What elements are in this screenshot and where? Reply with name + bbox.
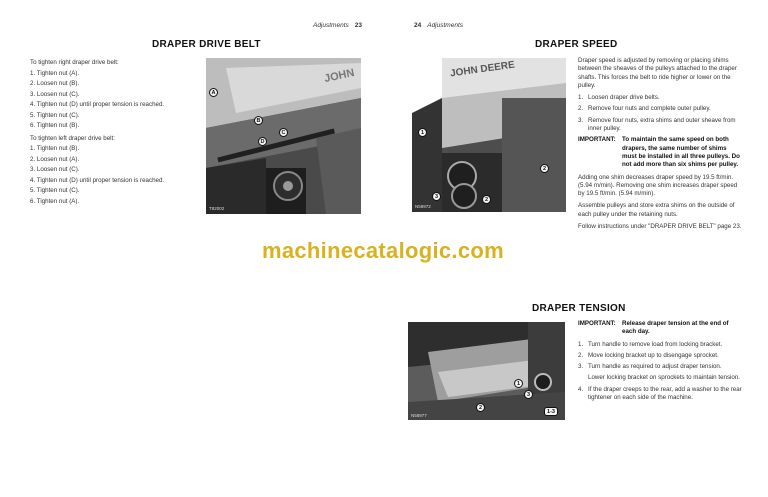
- page-number: 23: [354, 22, 362, 29]
- callout-c: C: [279, 128, 288, 137]
- step: 2. Loosen nut (B).: [30, 80, 80, 87]
- list-item: 3. Turn handle as required to adjust draper tension.: [578, 363, 722, 371]
- page-number: 24: [414, 22, 422, 29]
- callout-1-3: 1-3: [544, 407, 558, 416]
- section-title-draper-drive-belt: DRAPER DRIVE BELT: [152, 39, 261, 50]
- callout-a: A: [209, 88, 218, 97]
- step: 4. Tighten nut (D) until proper tension is reached.: [30, 176, 165, 184]
- section-title-draper-speed: DRAPER SPEED: [535, 39, 618, 50]
- left-belt-intro: To tighten left draper drive belt:: [30, 134, 115, 142]
- list-item: 3. Remove four nuts, extra shims and outer sheave from inner pulley.: [578, 116, 736, 133]
- list-item: 2. Remove four nuts and complete outer pulley.: [578, 105, 711, 113]
- step: 3. Loosen nut (C).: [30, 90, 80, 98]
- draper-tension-text: [578, 320, 742, 405]
- important-note: IMPORTANT: To maintain the same speed on both drapers, the same number of shims must be installed in all three pulleys. Do not add more than six shims per pulley.: [578, 136, 740, 169]
- draper-drive-belt-photo: [206, 58, 361, 214]
- draper-speed-photo: [412, 58, 566, 212]
- draper-speed-text: [578, 57, 742, 235]
- list-item: 1. Turn handle to remove load from locking bracket.: [578, 340, 723, 348]
- step: 4. Tighten nut (D) until proper tension is reached.: [30, 101, 165, 108]
- assemble-paragraph: Assemble pulleys and store extra shims on the outside of each pulley under the retaining nuts.: [578, 202, 735, 218]
- john-deere-lettering: JOHN DEERE: [449, 59, 516, 80]
- callout-2: 2: [476, 403, 485, 412]
- john-deere-lettering: JOHN: [323, 66, 356, 86]
- callout-b: B: [254, 116, 263, 125]
- intro-paragraph: Draper speed is adjusted by removing or placing shims between the sheaves of the pulleys attached to the draper shafts. This forces the belt to ride higher or lower on the pulley.: [578, 57, 737, 89]
- photo-code: T82002: [209, 206, 225, 211]
- list-item: 2. Move locking bracket up to disengage sprocket.: [578, 351, 719, 359]
- step: 6. Tighten nut (A).: [30, 197, 80, 205]
- photo-code: N58977: [411, 413, 427, 418]
- watermark: machinecatalogic.com: [262, 238, 504, 263]
- important-note: IMPORTANT: Release draper tension at the end of each day.: [578, 320, 729, 336]
- callout-d: D: [258, 137, 267, 146]
- callout-3: 3: [524, 390, 533, 399]
- shims-paragraph: Adding one shim decreases draper speed by 19.5 ft/min. (5.94 m/min). Removing one shim increases draper speed by 19.5 ft/min. (5.94 m/min).: [578, 173, 738, 198]
- step: 1. Tighten nut (A).: [30, 69, 80, 77]
- callout-1: 1: [514, 379, 523, 388]
- step: 1. Tighten nut (B).: [30, 145, 80, 152]
- page-header-23: [313, 22, 362, 29]
- callout-1: 1: [418, 128, 427, 137]
- right-belt-steps: [30, 58, 164, 207]
- callout-2: 2: [540, 164, 549, 173]
- callout-2b: 2: [482, 195, 491, 204]
- list-item: 4. If the draper creeps to the rear, add a washer to the rear tightener on each side of the machine.: [578, 385, 742, 402]
- photo-code: N58972: [415, 204, 431, 209]
- section-title-draper-tension: DRAPER TENSION: [532, 303, 626, 314]
- step: 5. Tighten nut (C).: [30, 187, 80, 194]
- step: 6. Tighten nut (B).: [30, 122, 80, 129]
- list-item: 1. Loosen draper drive belts.: [578, 94, 660, 102]
- page-header-24: [414, 22, 463, 29]
- step: 5. Tighten nut (C).: [30, 111, 80, 119]
- list-item: Lower locking bracket on sprockets to maintain tension.: [588, 374, 741, 382]
- draper-tension-photo: [408, 322, 565, 420]
- step: 3. Loosen nut (C).: [30, 166, 80, 173]
- header-section: Adjustments: [312, 22, 349, 29]
- step: 2. Loosen nut (A).: [30, 155, 80, 163]
- follow-paragraph: Follow instructions under "DRAPER DRIVE BELT" page 23.: [578, 223, 742, 231]
- callout-3: 3: [432, 192, 441, 201]
- header-section: Adjustments: [427, 22, 464, 29]
- right-belt-intro: To tighten right draper drive belt:: [30, 59, 119, 66]
